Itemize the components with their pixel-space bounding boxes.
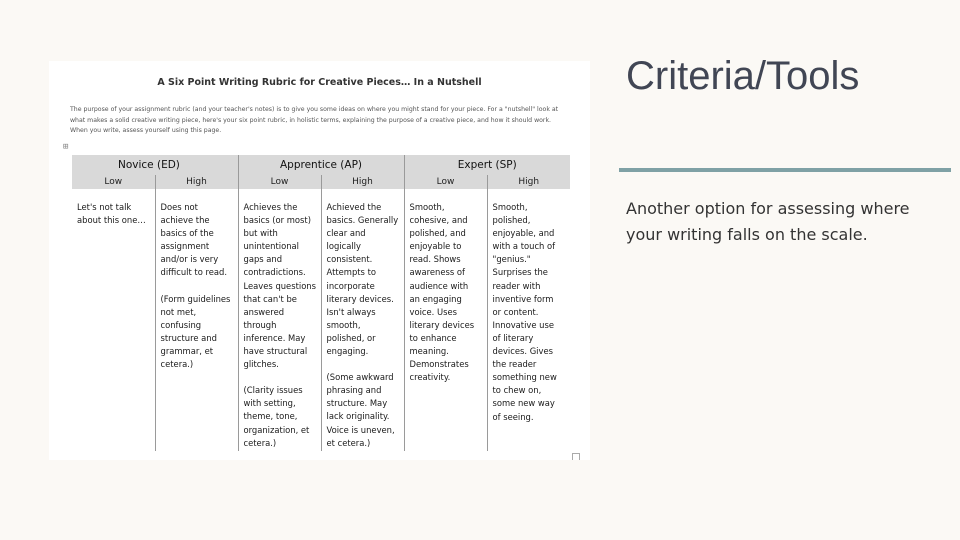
table-cell: [487, 189, 570, 451]
sublevel-expert-high: High: [487, 175, 570, 189]
resize-handle-icon: [572, 453, 580, 460]
sublevel-novice-low: Low: [72, 175, 155, 189]
sublevel-apprentice-high: High: [321, 175, 404, 189]
rubric-level-row: [72, 155, 570, 175]
cell-description: Achieves the basics (or most) but with unintentional gaps and contradictions. Leaves questions that can't be answered through inference. May have structural glitches.: [243, 202, 316, 370]
rubric-table: [72, 155, 570, 451]
level-header-novice: Novice (ED): [72, 155, 238, 175]
rubric-document-image: [49, 61, 590, 460]
slide-body-text: Another option for assessing where your writing falls on the scale.: [626, 199, 910, 244]
cell-description: Does not achieve the basics of the assignment and/or is very difficult to read.: [160, 202, 228, 278]
level-header-expert: Expert (SP): [404, 155, 570, 175]
cell-description: Let's not talk about this one…: [77, 202, 146, 226]
cell-description: Smooth, cohesive, and polished, and enjoyable to read. Shows awareness of audience with an engaging voice. Uses literary devices to enhance meaning. Demonstrates creativity.: [409, 202, 475, 383]
table-cell: [238, 189, 321, 451]
table-cell: [404, 189, 487, 451]
cell-note: (Form guidelines not met, confusing structure and grammar, et cetera.): [160, 293, 231, 370]
document-title: A Six Point Writing Rubric for Creative Pieces… In a Nutshell: [157, 77, 482, 88]
rubric-description-row: [72, 189, 570, 451]
cell-description: Smooth, polished, enjoyable, and with a touch of "genius." Surprises the reader with inventive form or content. Innovative use of literary devices. Gives the reader something new to chew on, some new way of seeing.: [492, 202, 557, 422]
accent-divider: [619, 168, 951, 172]
cell-description: Achieved the basics. Generally clear and logically consistent. Attempts to incorporate literary devices. Isn't always smooth, polished, or engaging.: [326, 202, 399, 357]
table-cell: [155, 189, 238, 451]
cell-note: (Some awkward phrasing and structure. May lack originality. Voice is uneven, et cetera.): [326, 372, 395, 448]
table-cell: [321, 189, 404, 451]
sublevel-expert-low: Low: [404, 175, 487, 189]
sublevel-novice-high: High: [155, 175, 238, 189]
slide-title: Criteria/Tools: [626, 54, 860, 98]
move-handle-icon: ⊞: [63, 142, 69, 152]
document-intro: The purpose of your assignment rubric (and your teacher's notes) is to give you some ideas on where you might stand for your piece. For a "nutshell" look at what makes a solid creative writing piece, here's your six point rubric, in holistic terms, explaining the purpose of a creative piece, and how it should work. When you write, assess yourself using this page.: [70, 106, 559, 134]
rubric-sublevel-row: [72, 175, 570, 189]
table-cell: [72, 189, 155, 451]
sublevel-apprentice-low: Low: [238, 175, 321, 189]
cell-note: (Clarity issues with setting, theme, tone, organization, et cetera.): [243, 385, 310, 448]
level-header-apprentice: Apprentice (AP): [238, 155, 404, 175]
